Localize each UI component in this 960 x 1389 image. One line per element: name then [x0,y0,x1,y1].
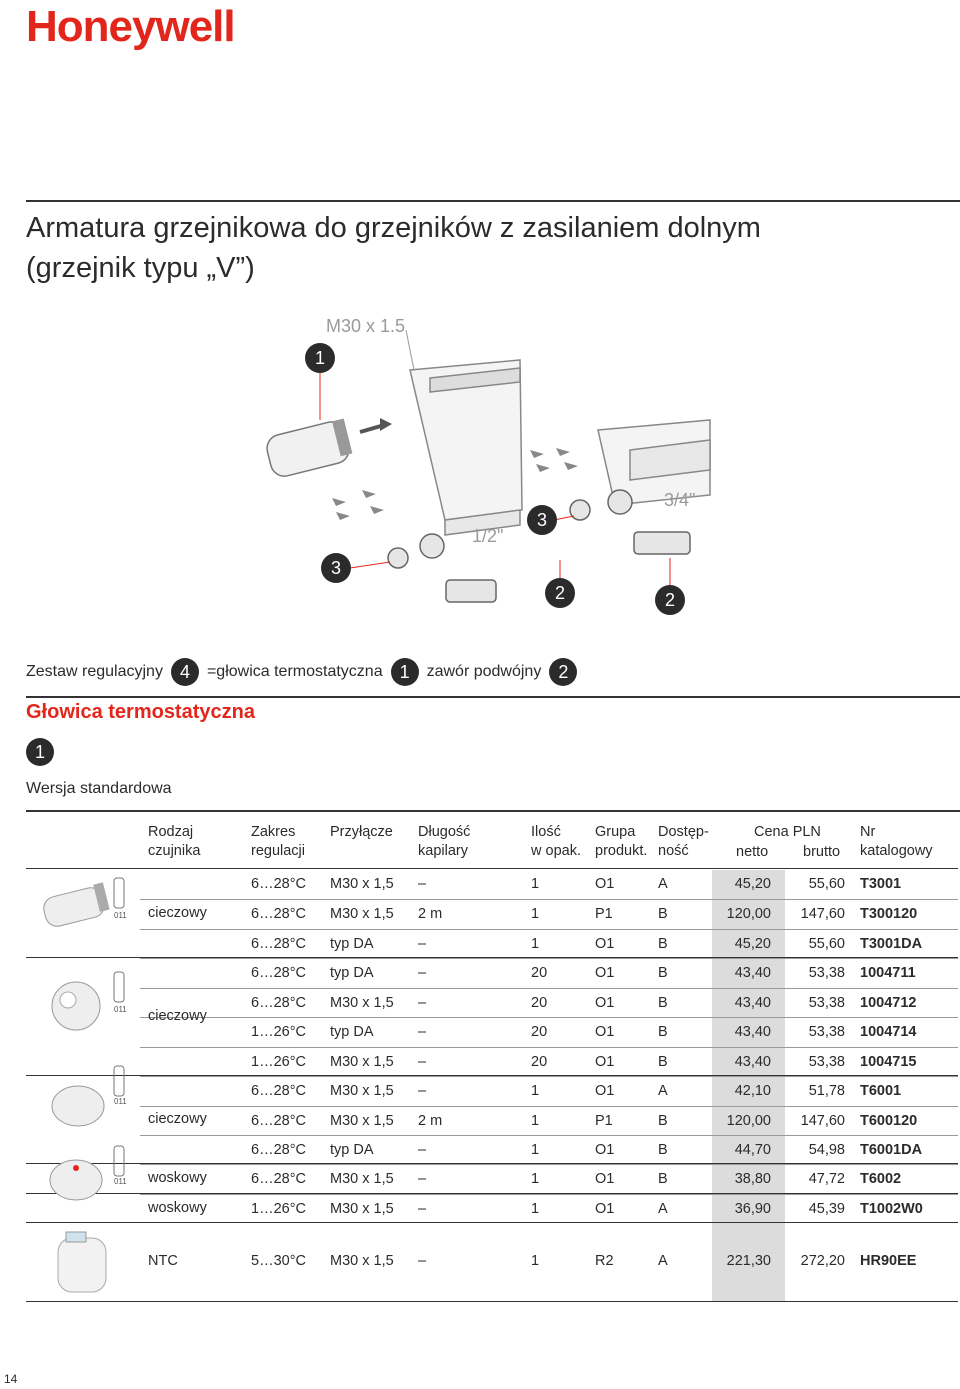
cell-grp: O1 [595,995,615,1011]
table-row [140,1017,958,1047]
cell-len: – [418,1142,427,1158]
cell-qty: 20 [531,965,548,981]
cell-brutto: 55,60 [808,876,845,892]
sensor-label-4: woskowy [148,1170,207,1186]
cell-range: 6…28°C [251,906,306,922]
version-number: 1 [26,738,54,766]
cell-cat: 1004711 [860,965,916,981]
cell-range: 6…28°C [251,965,306,981]
cell-conn: typ DA [330,965,374,981]
cell-conn: M30 x 1,5 [330,1253,394,1269]
svg-text:011: 011 [114,1005,127,1014]
section-title: Głowica termostatyczna [26,701,255,723]
cell-av: B [658,1024,668,1040]
cell-brutto: 147,60 [800,906,845,922]
table-row [140,899,958,929]
table-row [140,1047,958,1077]
cell-qty: 1 [531,936,540,952]
cell-range: 6…28°C [251,876,306,892]
group-rule-1 [26,957,958,958]
svg-text:011: 011 [114,1097,127,1106]
cell-range: 6…28°C [251,936,306,952]
cell-netto: 45,20 [734,876,771,892]
svg-text:2: 2 [664,590,676,610]
product-image-hr90ee [36,1228,136,1298]
cell-cat: T6001 [860,1083,902,1099]
group-rule-2 [26,1075,958,1076]
table-row [140,1106,958,1136]
cell-len: – [418,936,427,952]
header-availability: Dostęp- ność [658,824,709,859]
cell-qty: 20 [531,1024,548,1040]
cell-av: B [658,906,668,922]
cell-netto: 120,00 [726,906,771,922]
cell-grp: O1 [595,1171,615,1187]
cell-len: – [418,1083,427,1099]
cell-range: 6…28°C [251,995,306,1011]
svg-text:1: 1 [314,348,326,368]
cell-len: 2 m [418,906,443,922]
cell-grp: O1 [595,965,615,981]
header-qty: Ilość w opak. [531,824,581,859]
installation-diagram [220,310,720,630]
header-connection: Przyłącze [330,824,393,840]
cell-qty: 20 [531,995,548,1011]
cell-len: – [418,876,427,892]
table-row [140,929,958,959]
set-line [26,658,585,686]
title-line-1: Armatura grzejnikowa do grzejników z zasilaniem dolnym [26,212,761,244]
cell-netto: 44,70 [734,1142,771,1158]
header-length: Długość kapilary [418,824,471,859]
cell-brutto: 45,39 [808,1201,845,1217]
cell-netto: 45,20 [734,936,771,952]
cell-qty: 1 [531,876,540,892]
table-row [140,988,958,1018]
cell-brutto: 53,38 [808,995,845,1011]
cell-qty: 1 [531,1253,540,1269]
cell-grp: O1 [595,876,615,892]
half-inch-label: 1/2" [472,526,504,546]
table-bottom-rule [26,1301,958,1302]
cell-grp: O1 [595,1054,615,1070]
thermostatic-head-drawing [264,418,392,479]
diagram-marker-2b [655,585,685,615]
product-image-t3001 [36,874,136,944]
cell-av: B [658,1142,668,1158]
radiator-left [410,360,522,535]
cell-range: 1…26°C [251,1054,306,1070]
cell-av: B [658,936,668,952]
cell-brutto: 54,98 [808,1142,845,1158]
cell-conn: M30 x 1,5 [330,906,394,922]
header-group: Grupa produkt. [595,824,648,859]
cell-range: 6…28°C [251,1113,306,1129]
set-text-2: =głowica termostatyczna [206,663,383,680]
title-line-2: (grzejnik typu „V”) [26,252,255,284]
header-brutto: brutto [803,844,841,860]
cell-grp: O1 [595,1201,615,1217]
cell-conn: M30 x 1,5 [330,1113,394,1129]
cell-conn: typ DA [330,1024,374,1040]
cell-brutto: 47,72 [808,1171,845,1187]
cell-range: 6…28°C [251,1142,306,1158]
page-title [26,208,761,288]
cell-brutto: 51,78 [808,1083,845,1099]
table-top-rule [26,810,960,812]
cell-qty: 20 [531,1054,548,1070]
table-row [140,1232,958,1292]
table-row [140,1194,958,1224]
header-sensor: Rodzaj czujnika [148,824,201,859]
cell-av: A [658,876,668,892]
cell-av: B [658,995,668,1011]
version-marker [26,738,54,766]
cell-av: B [658,1113,668,1129]
table-row [140,1135,958,1165]
three-quarter-label: 3/4" [664,490,696,510]
cell-grp: O1 [595,1083,615,1099]
header-bottom-rule [26,868,958,869]
cell-netto: 43,40 [734,995,771,1011]
set-text-3: zawór podwójny [426,663,542,680]
svg-text:3: 3 [330,558,342,578]
cell-len: – [418,1201,427,1217]
cell-brutto: 53,38 [808,1054,845,1070]
cell-range: 6…28°C [251,1083,306,1099]
cell-len: – [418,1024,427,1040]
cell-cat: T3001 [860,876,902,892]
set-number-1: 1 [391,658,419,686]
cell-cat: T600120 [860,1113,918,1129]
header-netto: netto [736,844,769,860]
cell-conn: M30 x 1,5 [330,1201,394,1217]
cell-av: B [658,965,668,981]
svg-text:011: 011 [114,911,127,920]
sensor-label-3: cieczowy [148,1111,207,1127]
cell-conn: M30 x 1,5 [330,1054,394,1070]
version-label: Wersja standardowa [26,780,172,797]
diagram-marker-1 [305,343,335,373]
svg-text:3: 3 [536,510,548,530]
cell-brutto: 55,60 [808,936,845,952]
sensor-label-6: NTC [148,1253,178,1269]
cell-cat: 1004715 [860,1054,917,1070]
thread-label: M30 x 1.5 [326,316,406,336]
cell-brutto: 53,38 [808,1024,845,1040]
diagram-marker-3a [321,553,351,583]
cell-grp: O1 [595,936,615,952]
cell-range: 5…30°C [251,1253,306,1269]
cell-cat: 1004714 [860,1024,917,1040]
cell-conn: typ DA [330,936,374,952]
header-range: Zakres regulacji [251,824,305,859]
set-number-2: 2 [549,658,577,686]
cell-conn: M30 x 1,5 [330,1083,394,1099]
cell-grp: O1 [595,1024,615,1040]
cell-netto: 221,30 [726,1253,771,1269]
cell-cat: T3001DA [860,936,923,952]
cell-av: A [658,1201,668,1217]
cell-grp: P1 [595,906,613,922]
cell-range: 6…28°C [251,1171,306,1187]
table-row [140,870,958,899]
cell-av: A [658,1083,668,1099]
cell-cat: 1004712 [860,995,917,1011]
cell-qty: 1 [531,1171,540,1187]
cell-len: – [418,1253,427,1269]
cell-len: – [418,1171,427,1187]
cell-netto: 43,40 [734,1024,771,1040]
section-rule [26,696,960,698]
cell-cat: T6001DA [860,1142,923,1158]
svg-text:011: 011 [114,1177,127,1186]
cell-cat: T6002 [860,1171,902,1187]
cell-qty: 1 [531,906,540,922]
svg-text:2: 2 [554,583,566,603]
cell-len: – [418,1054,427,1070]
cell-grp: P1 [595,1113,613,1129]
table-row [140,1164,958,1194]
cell-netto: 36,90 [734,1201,771,1217]
set-number-4: 4 [171,658,199,686]
group-rule-4 [26,1193,958,1194]
cell-qty: 1 [531,1142,540,1158]
cell-brutto: 147,60 [800,1113,845,1129]
cell-conn: M30 x 1,5 [330,1171,394,1187]
header-rule [26,200,960,202]
cell-netto: 43,40 [734,1054,771,1070]
cell-conn: typ DA [330,1142,374,1158]
cell-cat: T300120 [860,906,918,922]
cell-qty: 1 [531,1201,540,1217]
header-price: Cena PLN [754,824,821,840]
sensor-label-1: cieczowy [148,905,207,921]
table-row [140,1076,958,1106]
cell-qty: 1 [531,1083,540,1099]
group-rule-3 [26,1163,958,1164]
cell-conn: M30 x 1,5 [330,995,394,1011]
cell-netto: 43,40 [734,965,771,981]
cell-range: 1…26°C [251,1024,306,1040]
set-text-1: Zestaw regulacyjny [26,663,163,680]
cell-len: 2 m [418,1113,443,1129]
cell-netto: 42,10 [734,1083,771,1099]
cell-av: B [658,1054,668,1070]
sensor-label-5: woskowy [148,1200,207,1216]
cell-grp: O1 [595,1142,615,1158]
cell-brutto: 272,20 [800,1253,845,1269]
cell-brutto: 53,38 [808,965,845,981]
cell-netto: 38,80 [734,1171,771,1187]
page-number: 14 [4,1372,18,1386]
cell-range: 1…26°C [251,1201,306,1217]
product-image-t6002 [36,1142,136,1212]
cell-av: A [658,1253,668,1269]
group-rule-5 [26,1222,958,1223]
cell-cat: HR90EE [860,1253,917,1269]
cell-conn: M30 x 1,5 [330,876,394,892]
honeywell-logo: Honeywell [26,2,235,51]
cell-len: – [418,965,427,981]
diagram-marker-2a [545,578,575,608]
product-image-1004711 [36,966,136,1046]
header-catalog: Nr katalogowy [860,824,933,859]
cell-av: B [658,1171,668,1187]
table-row [140,958,958,988]
product-image-t6001 [36,1062,136,1142]
cell-len: – [418,995,427,1011]
sensor-label-2: cieczowy [148,1008,207,1024]
cell-cat: T1002W0 [860,1201,923,1217]
diagram-marker-3b [527,505,557,535]
cell-grp: R2 [595,1253,614,1269]
cell-qty: 1 [531,1113,540,1129]
cell-netto: 120,00 [726,1113,771,1129]
